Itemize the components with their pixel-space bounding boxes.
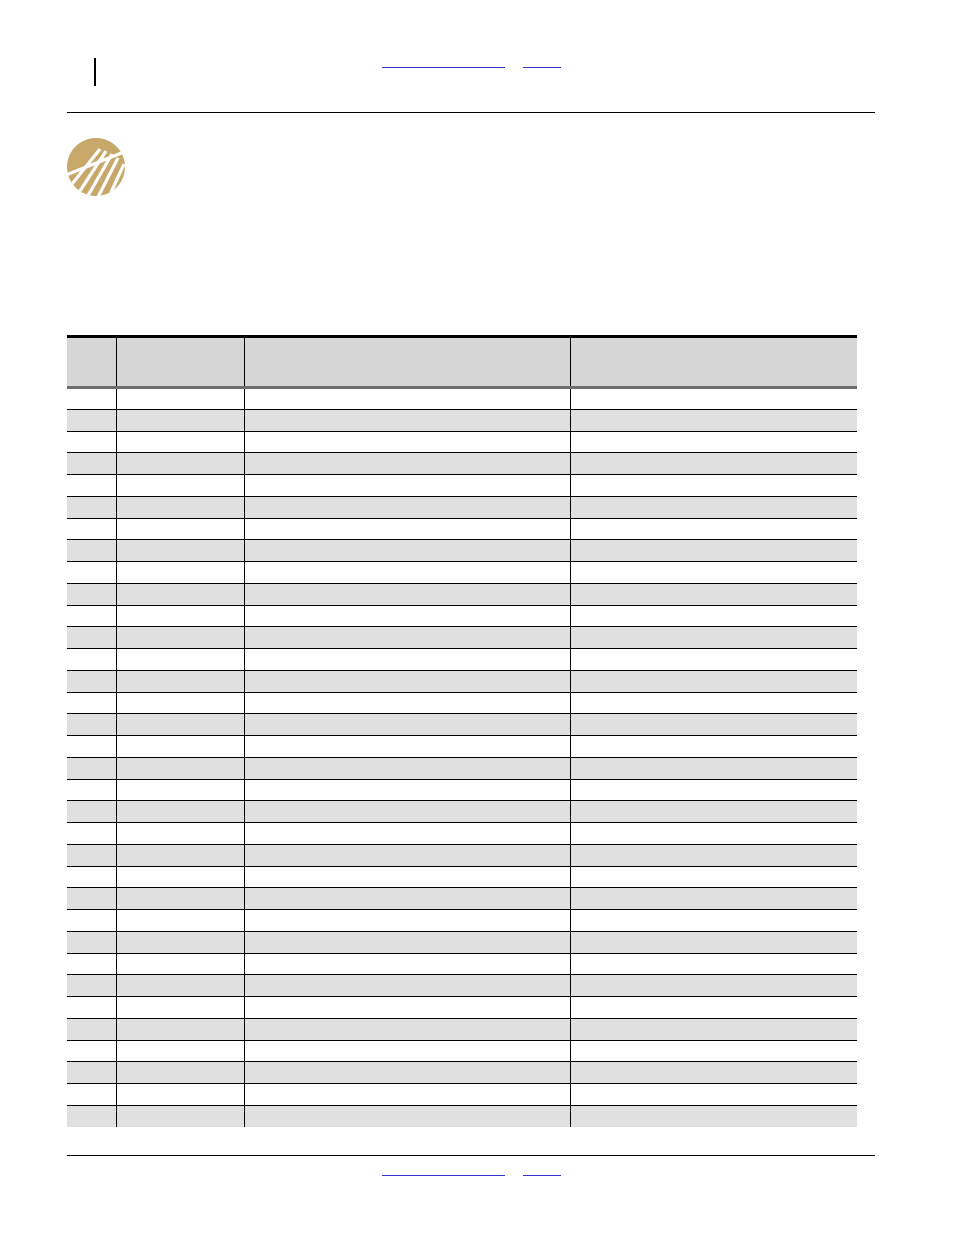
table-row (67, 910, 857, 932)
table-cell (244, 975, 570, 997)
table-cell (67, 1062, 116, 1084)
table-cell (67, 670, 116, 692)
table-row (67, 605, 857, 627)
table-row (67, 627, 857, 649)
table-cell (67, 801, 116, 823)
table-cell (67, 1084, 116, 1106)
table-cell (67, 518, 116, 540)
table-cell (116, 757, 244, 779)
table-cell (116, 475, 244, 497)
table-cell (570, 1062, 857, 1084)
table-row (67, 1105, 857, 1127)
table-cell (67, 931, 116, 953)
table-cell (116, 844, 244, 866)
table-cell (244, 1105, 570, 1127)
table-cell (116, 1062, 244, 1084)
table-row (67, 1018, 857, 1040)
table-cell (67, 736, 116, 758)
table-cell (570, 605, 857, 627)
table-cell (67, 757, 116, 779)
column-header (244, 337, 570, 388)
table-cell (244, 583, 570, 605)
table-cell (244, 953, 570, 975)
table-cell (570, 757, 857, 779)
table-row (67, 562, 857, 584)
table-cell (116, 649, 244, 671)
table-cell (570, 649, 857, 671)
table-cell (244, 823, 570, 845)
table-cell (244, 931, 570, 953)
table-cell (570, 1084, 857, 1106)
data-table (67, 335, 857, 1127)
table-cell (244, 475, 570, 497)
table-cell (67, 1040, 116, 1062)
table-cell (67, 953, 116, 975)
table-cell (570, 823, 857, 845)
table-cell (67, 453, 116, 475)
table-cell (244, 866, 570, 888)
table-cell (116, 975, 244, 997)
table-cell (570, 453, 857, 475)
table-cell (116, 1018, 244, 1040)
table-cell (570, 888, 857, 910)
table-cell (116, 692, 244, 714)
table-cell (570, 670, 857, 692)
header-link-1[interactable] (382, 67, 505, 68)
table-cell (67, 605, 116, 627)
table-cell (116, 736, 244, 758)
table-cell (116, 801, 244, 823)
header-rule (67, 112, 875, 113)
table-cell (570, 844, 857, 866)
table-cell (244, 409, 570, 431)
table-cell (67, 1105, 116, 1127)
table-row (67, 736, 857, 758)
table-row (67, 1040, 857, 1062)
footer-link-2[interactable] (523, 1175, 561, 1176)
table-cell (244, 1062, 570, 1084)
table-cell (67, 1018, 116, 1040)
table-cell (67, 496, 116, 518)
table-cell (67, 844, 116, 866)
table-cell (570, 540, 857, 562)
table-cell (116, 605, 244, 627)
table-cell (67, 823, 116, 845)
table-cell (570, 975, 857, 997)
table-row (67, 975, 857, 997)
table-cell (116, 953, 244, 975)
table-cell (116, 409, 244, 431)
table-cell (244, 910, 570, 932)
table-cell (116, 1040, 244, 1062)
column-header (570, 337, 857, 388)
table-cell (244, 692, 570, 714)
table-cell (570, 431, 857, 453)
table-cell (244, 388, 570, 410)
table-row (67, 540, 857, 562)
table-cell (67, 583, 116, 605)
table-cell (244, 627, 570, 649)
table-cell (570, 953, 857, 975)
table-cell (244, 496, 570, 518)
table-cell (116, 714, 244, 736)
table-cell (116, 888, 244, 910)
table-row (67, 431, 857, 453)
table-row (67, 931, 857, 953)
table-cell (570, 910, 857, 932)
table-cell (570, 736, 857, 758)
table-cell (570, 409, 857, 431)
table-cell (67, 562, 116, 584)
table-row (67, 692, 857, 714)
table-cell (570, 801, 857, 823)
table-cell (244, 1018, 570, 1040)
table-cell (570, 388, 857, 410)
table-cell (570, 562, 857, 584)
column-header (116, 337, 244, 388)
table-cell (570, 518, 857, 540)
table-cell (67, 866, 116, 888)
table-cell (67, 692, 116, 714)
table-cell (116, 931, 244, 953)
footer-rule (67, 1155, 875, 1156)
table-cell (570, 931, 857, 953)
table-cell (67, 409, 116, 431)
table-cell (570, 866, 857, 888)
table-cell (570, 997, 857, 1019)
table-cell (116, 997, 244, 1019)
table-cell (570, 583, 857, 605)
table-row (67, 844, 857, 866)
table-cell (116, 388, 244, 410)
table-row (67, 757, 857, 779)
table-cell (244, 757, 570, 779)
table-cell (67, 714, 116, 736)
table-row (67, 823, 857, 845)
table-cell (570, 496, 857, 518)
brand-logo-icon (66, 137, 126, 197)
table-cell (67, 888, 116, 910)
table-cell (116, 823, 244, 845)
header-marker (94, 58, 96, 86)
table-cell (67, 910, 116, 932)
table-cell (570, 714, 857, 736)
table-row (67, 888, 857, 910)
table-row (67, 997, 857, 1019)
table-cell (570, 779, 857, 801)
table-cell (116, 496, 244, 518)
table-cell (244, 605, 570, 627)
table-cell (244, 736, 570, 758)
footer-link-1[interactable] (382, 1175, 505, 1176)
table-cell (67, 975, 116, 997)
table-cell (116, 518, 244, 540)
table-cell (570, 1105, 857, 1127)
table-row (67, 714, 857, 736)
table-cell (67, 540, 116, 562)
table-row (67, 475, 857, 497)
table-cell (244, 779, 570, 801)
table-cell (244, 562, 570, 584)
table-cell (116, 627, 244, 649)
table-cell (67, 388, 116, 410)
table-cell (67, 997, 116, 1019)
table-cell (244, 518, 570, 540)
table-cell (244, 1084, 570, 1106)
table-row (67, 496, 857, 518)
table-cell (570, 1018, 857, 1040)
table-row (67, 866, 857, 888)
table-cell (116, 1084, 244, 1106)
table-row (67, 518, 857, 540)
table-cell (116, 540, 244, 562)
table-cell (244, 649, 570, 671)
table-cell (570, 627, 857, 649)
table-cell (116, 583, 244, 605)
table-row (67, 953, 857, 975)
table-cell (116, 866, 244, 888)
table-row (67, 1062, 857, 1084)
table-row (67, 801, 857, 823)
table-cell (244, 431, 570, 453)
table-cell (116, 431, 244, 453)
table-cell (570, 475, 857, 497)
table-cell (244, 714, 570, 736)
table-cell (116, 453, 244, 475)
table-cell (116, 779, 244, 801)
table-row (67, 670, 857, 692)
table-cell (570, 692, 857, 714)
table-row (67, 1084, 857, 1106)
table-cell (67, 475, 116, 497)
table-cell (244, 801, 570, 823)
table-cell (244, 453, 570, 475)
table-cell (244, 670, 570, 692)
table-cell (244, 1040, 570, 1062)
table-cell (116, 1105, 244, 1127)
table-header-row (67, 337, 857, 388)
table-cell (67, 779, 116, 801)
table-cell (244, 888, 570, 910)
table-cell (67, 431, 116, 453)
table-cell (116, 562, 244, 584)
table-row (67, 409, 857, 431)
table-row (67, 388, 857, 410)
table-row (67, 649, 857, 671)
table-cell (244, 540, 570, 562)
table-cell (116, 910, 244, 932)
table-cell (570, 1040, 857, 1062)
header-link-2[interactable] (523, 67, 561, 68)
table-row (67, 779, 857, 801)
table-cell (244, 997, 570, 1019)
table-cell (116, 670, 244, 692)
table-row (67, 453, 857, 475)
table-row (67, 583, 857, 605)
table-cell (67, 649, 116, 671)
table-cell (244, 844, 570, 866)
table-cell (67, 627, 116, 649)
column-header (67, 337, 116, 388)
